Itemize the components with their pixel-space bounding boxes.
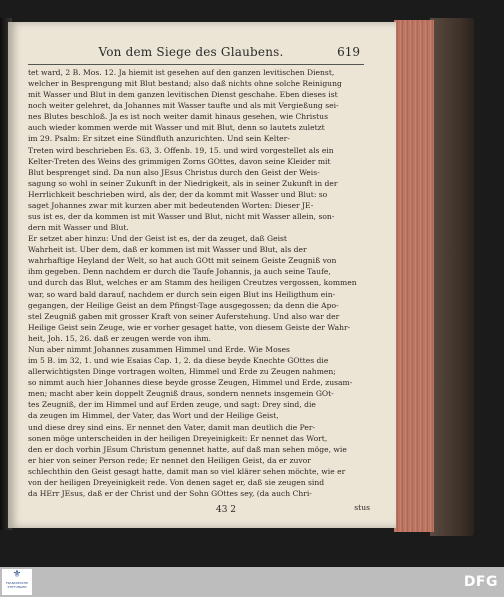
text-line: da zeugen im Himmel, der Vater, das Wort und der Heilige Geist, [28, 411, 279, 421]
text-line: schlechthin den Geist gesagt hatte, damit man so viel klärer sehen möchte, wie er [28, 466, 346, 476]
body-text [28, 67, 368, 499]
text-line: tes Zeugniß, der im Himmel und auf Erden zeuge, und sagt: Drey sind, die [28, 400, 316, 410]
text-line: war, so ward bald darauf, nachdem er durch sein eigen Blut ins Heiligthum ein- [28, 289, 336, 299]
text-line: dern mit Wasser und Blut. [28, 223, 129, 233]
text-line: tet ward, 2 B. Mos. 12. Ja hiemit ist gesehen auf den ganzen levitischen Dienst, [28, 68, 335, 77]
text-line: Er setzet aber hinzu: Und der Geist ist es, der da zeuget, daß Geist [28, 234, 287, 244]
page-edges [394, 20, 434, 532]
text-line: Kelter-Treten des Weins des grimmigen Zorns GOttes, davon seine Kleider mit [28, 156, 331, 166]
page-number: 619 [337, 45, 360, 59]
institution-logo[interactable] [2, 569, 32, 595]
book-cover-back [430, 18, 474, 536]
text-line: allerwichtigsten Dinge vortragen wolten, Himmel und Erde zu Zeugen nahmen; [28, 367, 336, 377]
text-line: noch weiter gelehret, da Johannes mit Wasser taufte und als mit Vergießung sei- [28, 101, 339, 111]
text-line: und diese drey sind eins. Er nennet den Vater, damit man deutlich die Per- [28, 422, 316, 432]
text-line: Wahrheit ist. Uber dem, daß er kommen ist mit Wasser und Blut, als der [28, 245, 307, 255]
dfg-logo[interactable]: DFG [463, 574, 498, 590]
text-line: mit Wasser und Blut in dem ganzen levitischen Dienst geschahe. Eben dieses ist [28, 90, 338, 100]
text-line: heit, Joh. 15, 26. daß er zeugen werde von ihm. [28, 333, 211, 343]
text-line: Nun aber nimmt Johannes zusammen Himmel und Erde. Wie Moses [28, 344, 290, 354]
text-line: sus ist es, der da kommen ist mit Wasser und Blut, nicht mit Wasser allein, son- [28, 212, 335, 222]
text-line: im 5 B. im 32, 1. und wie Esaias Cap. 1, 2. da diese beyde Knechte GOttes die [28, 356, 329, 366]
fleur-icon: ⚜ [12, 569, 22, 580]
text-line: sonen möge unterscheiden in der heiligen Dreyeinigkeit: Er nennet das Wort, [28, 433, 328, 443]
text-line: men; macht aber kein doppelt Zeugniß draus, sondern nennets insgemein GOt- [28, 389, 334, 399]
catchword: stus [354, 503, 370, 512]
text-line: sagung so wohl in seiner Zukunft in der Niedrigkeit, als in seiner Zukunft in der [28, 178, 338, 188]
text-line: auch wieder kommen werde mit Wasser und mit Blut, denn so lautets zuletzt [28, 123, 325, 133]
text-line: Blut besprenget sind. Da nun also JEsus Christus durch den Geist der Weis- [28, 167, 320, 177]
viewer-footer-bar [0, 567, 504, 597]
text-line: gegangen, der Heilige Geist an dem Pfingst-Tage ausgegossen; da denn die Apo- [28, 300, 339, 310]
text-line: Heilige Geist sein Zeuge, wie er vorher gesaget hatte, von diesem Geiste der Wahr- [28, 322, 351, 332]
text-line: Herrlichkeit beschrieben wird, als der, der da kommt mit Wasser und Blut: so [28, 189, 328, 199]
text-line: von der heiligen Dreyeinigkeit rede. Von denen saget er, daß sie zeugen sind [28, 477, 325, 487]
institution-name: FRANCKESCHE STIFTUNGEN [5, 581, 29, 589]
text-line: da HErr JEsus, daß er der Christ und der Sohn GOttes sey, (da auch Chri- [28, 488, 312, 498]
text-line: saget Johannes zwar mit kurzen aber mit bedeutenden Worten: Dieser JE- [28, 200, 314, 210]
text-line: er hier von seiner Person rede; Er nennet den Heiligen Geist, da er zuvor [28, 455, 311, 465]
text-line: Treten wird beschrieben Es. 63, 3. Offenb. 19, 15. und wird vorgestellet als ein [28, 145, 334, 155]
text-line: ihm gegeben. Denn nachdem er durch die Taufe Johannis, ja auch seine Taufe, [28, 267, 331, 277]
text-line: und durch das Blut, welches er am Stamm des heiligen Creutzes vergossen, kommen [28, 278, 357, 288]
signature-mark: 43 2 [215, 505, 237, 515]
text-line: stel Zeugniß gaben mit grosser Kraft von seiner Auferstehung. Und also war der [28, 311, 340, 321]
text-line: welcher in Besprengung mit Blut bestand; also daß nichts ohne solche Reinigung [28, 79, 342, 89]
text-line: im 29. Psalm: Er sitzet eine Sündfluth anzurichten. Und sein Kelter- [28, 134, 290, 144]
text-line: nes Blutes beschloß. Ja es ist noch weiter damit hinaus gesehen, wie Christus [28, 112, 328, 122]
text-line: wahrhaftige Heyland der Welt, so hat auch GOtt mit seinem Geiste Zeugniß von [28, 256, 337, 266]
text-line: den er doch vorhin JEsum Christum genennet hatte, auf daß man sehen möge, wie [28, 444, 347, 454]
text-line: so nimmt auch hier Johannes diese beyde grosse Zeugen, Himmel und Erde, zusam- [28, 378, 353, 388]
running-head: Von dem Siege des Glaubens. [98, 45, 284, 59]
header-rule [28, 64, 364, 65]
